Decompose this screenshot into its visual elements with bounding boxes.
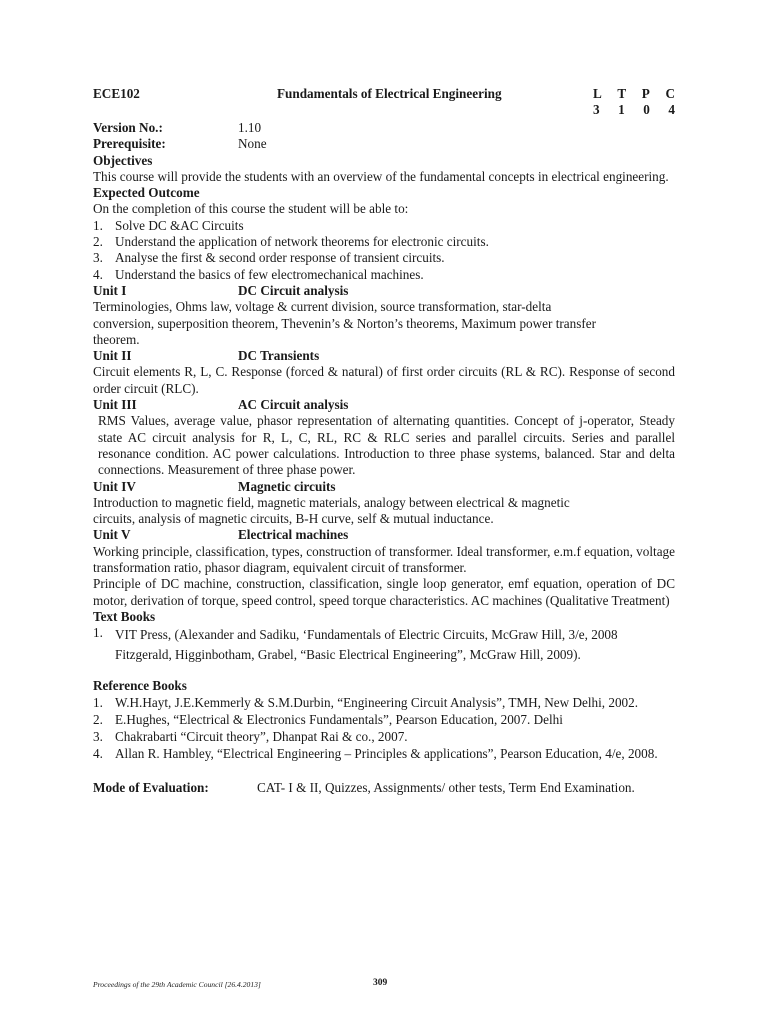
unit-text-line: Terminologies, Ohms law, voltage & current division, source transformation, star-delta xyxy=(93,299,552,315)
list-item xyxy=(93,712,675,728)
unit-title: AC Circuit analysis xyxy=(238,397,349,413)
ltpc-value: 3 xyxy=(593,102,600,118)
unit-label: Unit III xyxy=(93,397,137,413)
evaluation-value: CAT- I & II, Quizzes, Assignments/ other tests, Term End Examination. xyxy=(257,779,635,795)
list-item xyxy=(93,746,675,762)
list-item xyxy=(93,729,675,745)
list-number: 4. xyxy=(93,746,103,762)
unit-text: Working principle, classification, types, construction of transformer. Ideal transformer, e.m.f equation, voltage transformation ratio, phasor diagram, equivalent circuit of transformer. xyxy=(93,543,675,576)
course-title: Fundamentals of Electrical Engineering xyxy=(277,86,502,101)
textbooks-heading: Text Books xyxy=(93,608,156,624)
evaluation-label: Mode of Evaluation: xyxy=(93,779,209,795)
outcome-intro: On the completion of this course the student will be able to: xyxy=(93,201,409,217)
course-code: ECE102 xyxy=(93,86,140,101)
prerequisite-row xyxy=(93,136,675,152)
list-item xyxy=(93,218,675,234)
unit-title: Magnetic circuits xyxy=(238,478,336,494)
list-text: Analyse the first & second order response of transient circuits. xyxy=(115,250,445,266)
evaluation-row xyxy=(93,780,675,796)
list-item xyxy=(93,234,675,250)
list-text: E.Hughes, “Electrical & Electronics Fundamentals”, Pearson Education, 2007. Delhi xyxy=(115,711,563,727)
unit-heading xyxy=(93,479,675,495)
unit-text-line: conversion, superposition theorem, Thevenin’s & Norton’s theorems, Maximum power transfer xyxy=(93,315,596,331)
unit-heading xyxy=(93,283,675,299)
unit-label: Unit IV xyxy=(93,478,136,494)
references-heading: Reference Books xyxy=(93,678,187,694)
unit-text-line: Introduction to magnetic field, magnetic materials, analogy between electrical & magnetic xyxy=(93,494,570,510)
unit-title: DC Circuit analysis xyxy=(238,282,349,298)
unit-heading xyxy=(93,348,675,364)
list-text: Understand the basics of few electromechanical machines. xyxy=(115,266,424,282)
list-text: VIT Press, (Alexander and Sadiku, ‘Fundamentals of Electric Circuits, McGraw Hill, 3/e, 2008 Fitzgerald, Higginbotham, Grabel, “Basic Electrical Engineering”, McGraw Hill, 2009). xyxy=(115,627,618,662)
unit-heading xyxy=(93,527,675,543)
unit-label: Unit V xyxy=(93,527,131,543)
unit-text-line: circuits, analysis of magnetic circuits, B-H curve, self & mutual inductance. xyxy=(93,511,494,527)
list-text: Understand the application of network theorems for electronic circuits. xyxy=(115,234,489,250)
ltpc-label: P xyxy=(641,86,650,101)
list-text: Allan R. Hambley, “Electrical Engineering – Principles & applications”, Pearson Education, 4/e, 2008. xyxy=(115,746,658,762)
ltpc-label: T xyxy=(617,86,627,101)
list-number: 2. xyxy=(93,234,103,250)
list-text: Solve DC &AC Circuits xyxy=(115,217,244,233)
unit-text xyxy=(93,299,675,348)
list-text: Chakrabarti “Circuit theory”, Dhanpat Rai & co., 2007. xyxy=(115,729,408,745)
page-number: 309 xyxy=(373,978,388,988)
unit-text xyxy=(93,495,675,528)
version-row xyxy=(93,120,675,136)
unit-label: Unit II xyxy=(93,348,132,364)
ltpc-value: 4 xyxy=(668,102,675,118)
ltpc-value: 0 xyxy=(643,102,650,118)
ltpc-label: L xyxy=(593,86,602,101)
unit-text-line: theorem. xyxy=(93,331,140,347)
prerequisite-value: None xyxy=(238,136,267,152)
list-number: 1. xyxy=(93,694,103,710)
prerequisite-label: Prerequisite: xyxy=(93,136,166,152)
unit-text: Principle of DC machine, construction, classification, single loop generator, emf equation, operation of DC motor, derivation of torque, speed control, speed torque characteristics. AC machines (Qualitative Treatment) xyxy=(93,576,675,608)
ltpc-label: C xyxy=(665,86,675,101)
unit-heading xyxy=(93,397,675,413)
unit-title: DC Transients xyxy=(238,348,320,364)
list-number: 4. xyxy=(93,266,103,282)
list-number: 3. xyxy=(93,250,103,266)
unit-title: Electrical machines xyxy=(238,527,349,543)
version-label: Version No.: xyxy=(93,120,163,135)
unit-text: RMS Values, average value, phasor representation of alternating quantities. Concept of j-operator, Steady state AC circuit analysis for R, L, C, RL, RC & RLC series and parallel circuits. Series and parallel resonance condition. AC power calculations. Introduction to three phase systems, balanced. Star and delta connections. Measurement of three phase power. xyxy=(98,413,675,478)
list-item xyxy=(93,250,675,266)
course-header xyxy=(93,86,675,120)
proceedings-footer: Proceedings of the 29th Academic Council [26.4.2013] xyxy=(93,980,261,989)
list-number: 1. xyxy=(93,217,103,233)
list-item xyxy=(93,625,675,664)
syllabus-page xyxy=(93,86,675,796)
list-number: 1. xyxy=(93,625,103,641)
version-value: 1.10 xyxy=(238,120,262,135)
ltpc-table xyxy=(593,86,675,119)
objectives-text: This course will provide the students with an overview of the fundamental concepts in electrical engineering. xyxy=(93,168,669,184)
unit-label: Unit I xyxy=(93,282,127,298)
outcome-list xyxy=(93,218,675,283)
objectives-heading: Objectives xyxy=(93,152,153,168)
list-number: 2. xyxy=(93,711,103,727)
list-item xyxy=(93,267,675,283)
list-item xyxy=(93,695,675,711)
textbooks-list xyxy=(93,625,675,664)
list-text: W.H.Hayt, J.E.Kemmerly & S.M.Durbin, “Engineering Circuit Analysis”, TMH, New Delhi, 2002. xyxy=(115,694,639,710)
ltpc-value: 1 xyxy=(618,102,625,118)
unit-text: Circuit elements R, L, C. Response (forced & natural) of first order circuits (RL & RC). Response of second order circuit (RLC). xyxy=(93,364,675,396)
outcome-heading: Expected Outcome xyxy=(93,185,200,201)
list-number: 3. xyxy=(93,729,103,745)
references-list xyxy=(93,695,675,763)
